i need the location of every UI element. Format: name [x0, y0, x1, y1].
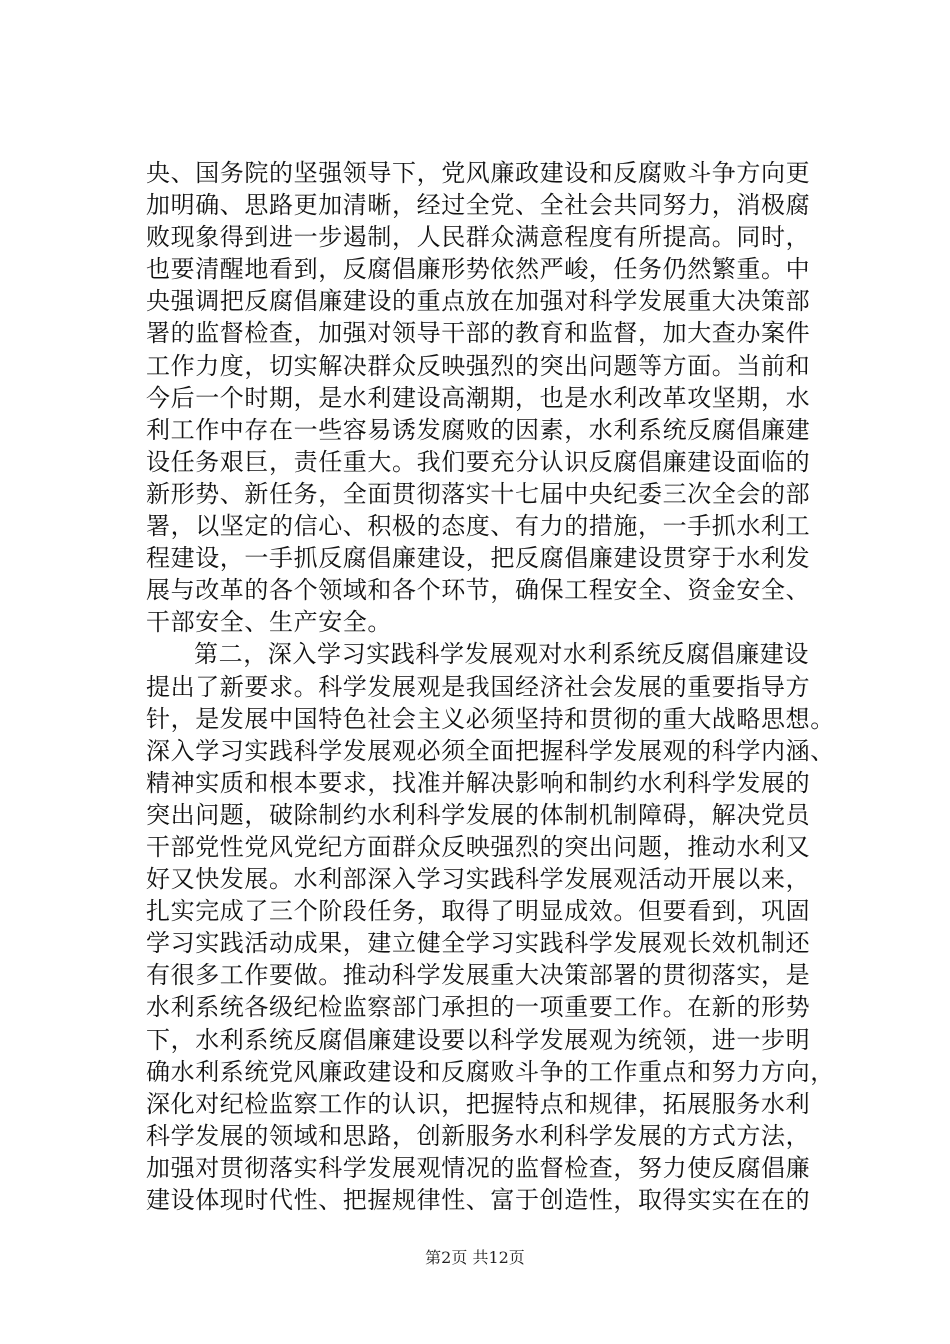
text-line: 科学发展的领域和思路，创新服务水利科学发展的方式方法，	[146, 1121, 811, 1150]
text-line: 央强调把反腐倡廉建设的重点放在加强对科学发展重大决策部	[146, 287, 811, 316]
text-line: 干部党性党风党纪方面群众反映强烈的突出问题，推动水利又	[146, 832, 811, 861]
text-line: 下，水利系统反腐倡廉建设要以科学发展观为统领，进一步明	[146, 1025, 811, 1054]
text-line: 学习实践活动成果，建立健全学习实践科学发展观长效机制还	[146, 929, 811, 958]
text-line: 加强对贯彻落实科学发展观情况的监督检查，努力使反腐倡廉	[146, 1153, 811, 1182]
text-line: 好又快发展。水利部深入学习实践科学发展观活动开展以来，	[146, 865, 811, 894]
body-text	[146, 157, 836, 1216]
text-line: 有很多工作要做。推动科学发展重大决策部署的贯彻落实，是	[146, 961, 811, 990]
text-line: 也要清醒地看到，反腐倡廉形势依然严峻，任务仍然繁重。中	[146, 255, 811, 284]
text-line: 新形势、新任务，全面贯彻落实十七届中央纪委三次全会的部	[146, 479, 811, 508]
text-line: 深入学习实践科学发展观必须全面把握科学发展观的科学内涵、	[146, 736, 835, 765]
text-line: 今后一个时期，是水利建设高潮期，也是水利改革攻坚期，水	[146, 383, 811, 412]
text-line: 针，是发展中国特色社会主义必须坚持和贯彻的重大战略思想。	[146, 704, 835, 733]
text-line: 提出了新要求。科学发展观是我国经济社会发展的重要指导方	[146, 672, 811, 701]
text-line: 工作力度，切实解决群众反映强烈的突出问题等方面。当前和	[146, 351, 811, 380]
text-line: 建设体现时代性、把握规律性、富于创造性，取得实实在在的	[146, 1186, 811, 1214]
text-line: 确水利系统党风廉政建设和反腐败斗争的工作重点和努力方向，	[146, 1057, 835, 1086]
text-line: 干部安全、生产安全。	[146, 608, 392, 637]
page-number-footer: 第2页 共12页	[425, 1248, 525, 1267]
text-line: 展与改革的各个领域和各个环节，确保工程安全、资金安全、	[146, 576, 811, 605]
text-line: 利工作中存在一些容易诱发腐败的因素，水利系统反腐倡廉建	[146, 415, 811, 444]
text-line: 深化对纪检监察工作的认识，把握特点和规律，拓展服务水利	[146, 1089, 811, 1118]
text-line: 败现象得到进一步遏制，人民群众满意程度有所提高。同时，	[146, 223, 811, 252]
text-line: 署，以坚定的信心、积极的态度、有力的措施，一手抓水利工	[146, 512, 811, 541]
paragraph-start-line: 第二，深入学习实践科学发展观对水利系统反腐倡廉建设	[194, 640, 809, 669]
text-line: 加明确、思路更加清晰，经过全党、全社会共同努力，消极腐	[146, 191, 811, 220]
text-line: 突出问题，破除制约水利科学发展的体制机制障碍，解决党员	[146, 800, 811, 829]
text-line: 精神实质和根本要求，找准并解决影响和制约水利科学发展的	[146, 768, 811, 797]
text-line: 设任务艰巨，责任重大。我们要充分认识反腐倡廉建设面临的	[146, 447, 811, 476]
text-line: 程建设，一手抓反腐倡廉建设，把反腐倡廉建设贯穿于水利发	[146, 544, 811, 573]
text-line: 央、国务院的坚强领导下，党风廉政建设和反腐败斗争方向更	[146, 159, 811, 187]
text-line: 水利系统各级纪检监察部门承担的一项重要工作。在新的形势	[146, 993, 811, 1022]
text-line: 署的监督检查，加强对领导干部的教育和监督，加大查办案件	[146, 319, 811, 348]
text-line: 扎实完成了三个阶段任务，取得了明显成效。但要看到，巩固	[146, 897, 811, 926]
